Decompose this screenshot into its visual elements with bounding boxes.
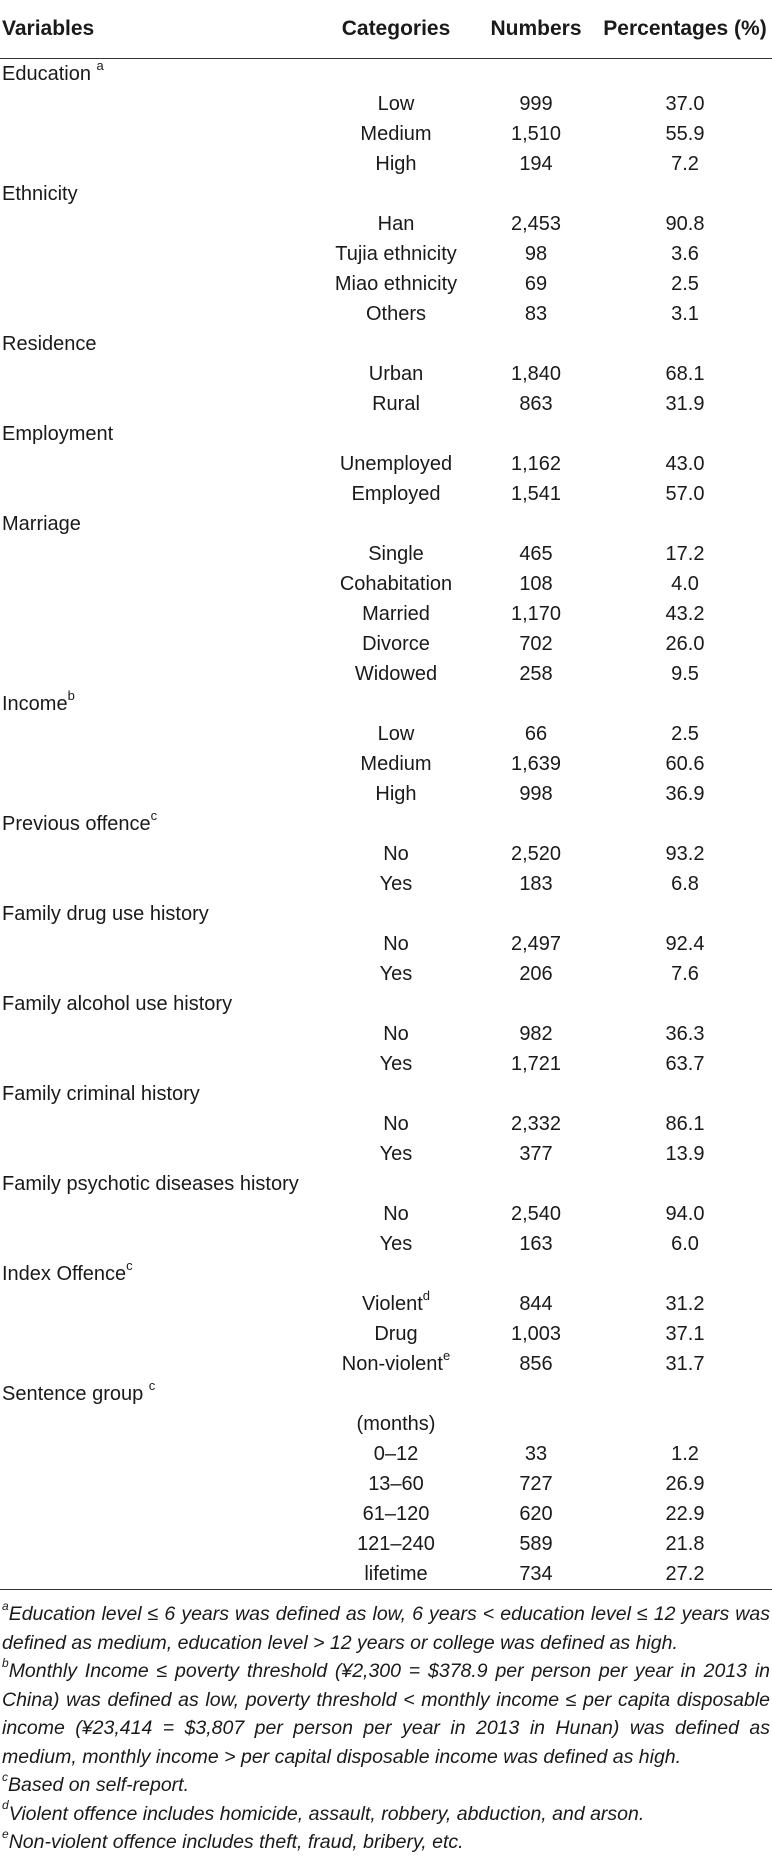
variable-group-row xyxy=(0,419,772,449)
table-row xyxy=(0,779,772,809)
percentage-cell: 36.3 xyxy=(665,1023,705,1045)
footnote-marker: b xyxy=(67,688,75,704)
percentage-cell: 22.9 xyxy=(665,1503,705,1525)
table-row xyxy=(0,1289,772,1319)
number-cell: 982 xyxy=(519,1023,553,1045)
variable-cell-empty xyxy=(0,1409,318,1439)
category-label: Drug xyxy=(374,1323,418,1345)
table-row xyxy=(0,1469,772,1499)
category-label: 61–120 xyxy=(362,1503,430,1525)
footnote-text: Non-violent offence includes theft, fraud, bribery, etc. xyxy=(8,1831,464,1853)
table-header-row xyxy=(0,0,772,59)
variable-name xyxy=(0,179,772,209)
table-row xyxy=(0,929,772,959)
table-row xyxy=(0,149,772,179)
category-label: Non-violent xyxy=(341,1353,443,1375)
variable-cell-empty xyxy=(0,1199,318,1229)
category-label: Yes xyxy=(379,1053,413,1075)
table-row xyxy=(0,1349,772,1379)
category-cell xyxy=(318,1199,474,1229)
number-cell: 258 xyxy=(519,663,553,685)
category-cell xyxy=(318,1229,474,1259)
percentage-cell: 3.6 xyxy=(671,243,699,265)
percentage-cell: 3.1 xyxy=(671,303,699,325)
percentage-cell: 7.6 xyxy=(671,963,699,985)
category-cell xyxy=(318,1409,474,1439)
variable-label: Residence xyxy=(2,333,97,355)
variable-group-row xyxy=(0,1169,772,1199)
category-label: Tujia ethnicity xyxy=(335,243,457,265)
variable-cell-empty xyxy=(0,1139,318,1169)
variable-cell-empty xyxy=(0,959,318,989)
category-label: Yes xyxy=(379,873,413,895)
variable-cell-empty xyxy=(0,1109,318,1139)
percentage-cell: 43.2 xyxy=(665,603,705,625)
table-row xyxy=(0,1499,772,1529)
number-cell: 1,003 xyxy=(510,1323,562,1345)
table-row xyxy=(0,449,772,479)
variable-name xyxy=(0,59,772,90)
variable-name xyxy=(0,899,772,929)
category-cell xyxy=(318,749,474,779)
category-label: Rural xyxy=(372,393,420,415)
footnote-marker: a xyxy=(96,58,104,74)
variable-name xyxy=(0,809,772,839)
number-cell: 844 xyxy=(519,1293,553,1315)
header-numbers: Numbers xyxy=(474,0,598,59)
variable-group-row xyxy=(0,989,772,1019)
percentage-cell: 21.8 xyxy=(665,1533,705,1555)
variable-label: Index Offence xyxy=(2,1263,127,1285)
table-row xyxy=(0,959,772,989)
percentage-cell xyxy=(598,1409,772,1439)
category-label: Yes xyxy=(379,963,413,985)
percentage-cell: 13.9 xyxy=(665,1143,705,1165)
header-variables: Variables xyxy=(0,0,318,59)
number-cell xyxy=(474,1409,598,1439)
variable-cell-empty xyxy=(0,89,318,119)
variable-name xyxy=(0,1169,772,1199)
category-cell xyxy=(318,209,474,239)
footnote-marker: a xyxy=(2,1598,9,1613)
number-cell: 863 xyxy=(519,393,553,415)
category-cell xyxy=(318,389,474,419)
number-cell: 999 xyxy=(519,93,553,115)
category-cell xyxy=(318,1559,474,1590)
category-cell xyxy=(318,1349,474,1379)
percentage-cell: 55.9 xyxy=(665,123,705,145)
category-label: Low xyxy=(377,723,415,745)
number-cell: 69 xyxy=(524,273,548,295)
percentage-cell: 68.1 xyxy=(665,363,705,385)
table-row xyxy=(0,539,772,569)
number-cell: 33 xyxy=(524,1443,548,1465)
number-cell: 1,510 xyxy=(510,123,562,145)
number-cell: 998 xyxy=(519,783,553,805)
category-label: Miao ethnicity xyxy=(334,273,458,295)
number-cell: 377 xyxy=(519,1143,553,1165)
footnote-marker: e xyxy=(2,1826,9,1841)
number-cell: 1,162 xyxy=(510,453,562,475)
table-row xyxy=(0,599,772,629)
category-cell xyxy=(318,1139,474,1169)
number-cell: 194 xyxy=(519,153,553,175)
header-percentages: Percentages (%) xyxy=(598,0,772,59)
category-label: High xyxy=(375,783,417,805)
footnote-marker: c xyxy=(2,1769,8,1784)
variable-label: Sentence group xyxy=(2,1383,144,1405)
percentage-cell: 63.7 xyxy=(665,1053,705,1075)
variable-label: Income xyxy=(2,693,68,715)
table-row xyxy=(0,1019,772,1049)
number-cell: 108 xyxy=(519,573,553,595)
footnote-marker: d xyxy=(2,1798,9,1812)
percentage-cell: 4.0 xyxy=(671,573,699,595)
number-cell: 1,840 xyxy=(510,363,562,385)
variable-cell-empty xyxy=(0,269,318,299)
variable-group-row xyxy=(0,509,772,539)
category-cell xyxy=(318,1319,474,1349)
variable-group-row xyxy=(0,809,772,839)
variable-cell-empty xyxy=(0,1049,318,1079)
number-cell: 589 xyxy=(519,1533,553,1555)
variable-cell-empty xyxy=(0,209,318,239)
footnote-text: Monthly Income ≤ poverty threshold (¥2,300 = $378.9 per person per year in 2013 in China) was defined as low, poverty threshold < monthly income ≤ per capita disposable income (¥23,414 = $3,807 per person per year in 2013 in Hunan) was defined as medium, monthly income > per capital disposable income was defined as high. xyxy=(2,1660,770,1768)
category-cell xyxy=(318,359,474,389)
category-cell xyxy=(318,1469,474,1499)
percentage-cell: 31.7 xyxy=(665,1353,705,1375)
number-cell: 83 xyxy=(524,303,548,325)
number-cell: 1,541 xyxy=(510,483,562,505)
percentage-cell: 92.4 xyxy=(665,933,705,955)
category-cell xyxy=(318,1529,474,1559)
variable-cell-empty xyxy=(0,119,318,149)
variable-group-row xyxy=(0,899,772,929)
category-cell xyxy=(318,539,474,569)
category-label: High xyxy=(375,153,417,175)
header-categories: Categories xyxy=(318,0,474,59)
variable-name xyxy=(0,329,772,359)
category-cell xyxy=(318,479,474,509)
footnote xyxy=(2,1771,770,1800)
category-cell xyxy=(318,299,474,329)
variable-label: Employment xyxy=(2,423,114,445)
category-label: 0–12 xyxy=(373,1443,419,1465)
category-label: Yes xyxy=(379,1143,413,1165)
percentage-cell: 31.9 xyxy=(665,393,705,415)
variable-cell-empty xyxy=(0,149,318,179)
category-label: Employed xyxy=(351,483,441,505)
table-row xyxy=(0,269,772,299)
table-row xyxy=(0,119,772,149)
number-cell: 465 xyxy=(519,543,553,565)
variable-cell-empty xyxy=(0,839,318,869)
variable-cell-empty xyxy=(0,719,318,749)
category-cell xyxy=(318,719,474,749)
table-row xyxy=(0,749,772,779)
variable-cell-empty xyxy=(0,569,318,599)
category-label: Violent xyxy=(361,1293,423,1315)
table-row xyxy=(0,1409,772,1439)
category-cell xyxy=(318,659,474,689)
footnote xyxy=(2,1600,770,1657)
percentage-cell: 27.2 xyxy=(598,1559,772,1590)
variable-cell-empty xyxy=(0,1319,318,1349)
number-cell: 734 xyxy=(474,1559,598,1590)
category-label: No xyxy=(383,1203,409,1225)
category-cell xyxy=(318,1109,474,1139)
variable-cell-empty xyxy=(0,869,318,899)
table-row xyxy=(0,209,772,239)
number-cell: 183 xyxy=(519,873,553,895)
percentage-cell: 43.0 xyxy=(665,453,705,475)
percentage-cell: 2.5 xyxy=(671,723,699,745)
table-row xyxy=(0,1529,772,1559)
percentage-cell: 94.0 xyxy=(665,1203,705,1225)
variable-cell-empty xyxy=(0,1229,318,1259)
category-label: No xyxy=(383,933,409,955)
category-cell xyxy=(318,1019,474,1049)
percentage-cell: 2.5 xyxy=(671,273,699,295)
category-label: Medium xyxy=(360,123,432,145)
variable-group-row xyxy=(0,1379,772,1409)
category-label: Han xyxy=(377,213,415,235)
percentage-cell: 7.2 xyxy=(671,153,699,175)
category-label: No xyxy=(383,1023,409,1045)
category-label: lifetime xyxy=(364,1563,428,1585)
category-label: Urban xyxy=(368,363,424,385)
percentage-cell: 1.2 xyxy=(671,1443,699,1465)
category-cell xyxy=(318,1049,474,1079)
category-cell xyxy=(318,1439,474,1469)
table-row xyxy=(0,1319,772,1349)
variable-cell-empty xyxy=(0,1289,318,1319)
variable-group-row xyxy=(0,329,772,359)
footnote-marker: c xyxy=(150,808,158,824)
category-cell xyxy=(318,869,474,899)
table-row xyxy=(0,719,772,749)
variable-name xyxy=(0,689,772,719)
table-row xyxy=(0,1199,772,1229)
category-cell xyxy=(318,929,474,959)
category-label: Single xyxy=(368,543,424,565)
number-cell: 727 xyxy=(519,1473,553,1495)
category-label: Medium xyxy=(360,753,432,775)
variable-cell-empty xyxy=(0,779,318,809)
variable-cell-empty xyxy=(0,1499,318,1529)
percentage-cell: 17.2 xyxy=(665,543,705,565)
percentage-cell: 93.2 xyxy=(665,843,705,865)
footnote-text: Violent offence includes homicide, assault, robbery, abduction, and arson. xyxy=(8,1802,645,1825)
variable-cell-empty xyxy=(0,239,318,269)
variable-label: Family psychotic diseases history xyxy=(2,1173,299,1195)
variable-cell-empty xyxy=(0,1469,318,1499)
percentage-cell: 37.1 xyxy=(665,1323,705,1345)
variable-cell-empty xyxy=(0,1349,318,1379)
number-cell: 702 xyxy=(519,633,553,655)
table-row xyxy=(0,1439,772,1469)
category-label: 121–240 xyxy=(357,1533,435,1555)
category-label: Yes xyxy=(379,1233,413,1255)
table-row xyxy=(0,89,772,119)
table-body xyxy=(0,59,772,1590)
percentage-cell: 31.2 xyxy=(665,1293,705,1315)
table-row xyxy=(0,359,772,389)
footnote-marker: b xyxy=(2,1655,9,1670)
category-cell xyxy=(318,149,474,179)
number-cell: 98 xyxy=(524,243,548,265)
percentage-cell: 6.0 xyxy=(671,1233,699,1255)
variable-label: Family alcohol use history xyxy=(2,993,233,1015)
variable-label: Education xyxy=(2,63,91,85)
number-cell: 2,520 xyxy=(510,843,562,865)
category-label: Low xyxy=(377,93,415,115)
category-cell xyxy=(318,569,474,599)
category-cell xyxy=(318,449,474,479)
variable-cell-empty xyxy=(0,1559,318,1590)
table-row xyxy=(0,299,772,329)
variable-name xyxy=(0,1379,772,1409)
percentage-cell: 86.1 xyxy=(665,1113,705,1135)
variable-cell-empty xyxy=(0,479,318,509)
number-cell: 2,540 xyxy=(510,1203,562,1225)
footnote-marker: e xyxy=(442,1348,451,1364)
table-row xyxy=(0,239,772,269)
variable-cell-empty xyxy=(0,659,318,689)
variable-label: Previous offence xyxy=(2,813,151,835)
category-cell xyxy=(318,239,474,269)
table-row xyxy=(0,869,772,899)
category-label: Unemployed xyxy=(339,453,453,475)
category-cell xyxy=(318,1289,474,1319)
percentage-cell: 26.9 xyxy=(665,1473,705,1495)
variable-name xyxy=(0,419,772,449)
category-label: No xyxy=(383,843,409,865)
variable-cell-empty xyxy=(0,539,318,569)
category-label: Divorce xyxy=(362,633,430,655)
number-cell: 620 xyxy=(519,1503,553,1525)
table-row xyxy=(0,1559,772,1590)
variable-cell-empty xyxy=(0,929,318,959)
number-cell: 2,453 xyxy=(510,213,562,235)
category-label: Widowed xyxy=(354,663,438,685)
footnote xyxy=(2,1828,770,1857)
number-cell: 206 xyxy=(519,963,553,985)
variable-cell-empty xyxy=(0,1529,318,1559)
table-row xyxy=(0,1229,772,1259)
category-label: 13–60 xyxy=(368,1473,424,1495)
variable-cell-empty xyxy=(0,389,318,419)
variable-label: Family drug use history xyxy=(2,903,209,925)
category-label: Others xyxy=(365,303,427,325)
variable-cell-empty xyxy=(0,1019,318,1049)
number-cell: 2,332 xyxy=(510,1113,562,1135)
category-label: Married xyxy=(362,603,430,625)
variable-group-row xyxy=(0,179,772,209)
table-row xyxy=(0,1109,772,1139)
number-cell: 163 xyxy=(519,1233,553,1255)
table-row xyxy=(0,839,772,869)
variable-cell-empty xyxy=(0,1439,318,1469)
table-row xyxy=(0,389,772,419)
category-cell xyxy=(318,779,474,809)
category-cell xyxy=(318,599,474,629)
number-cell: 66 xyxy=(524,723,548,745)
variable-cell-empty xyxy=(0,749,318,779)
variable-cell-empty xyxy=(0,359,318,389)
variable-label: Marriage xyxy=(2,513,81,535)
category-cell xyxy=(318,959,474,989)
table-row xyxy=(0,1049,772,1079)
variable-name xyxy=(0,989,772,1019)
number-cell: 856 xyxy=(519,1353,553,1375)
table-row xyxy=(0,569,772,599)
variable-label: Family criminal history xyxy=(2,1083,200,1105)
variable-group-row xyxy=(0,1259,772,1289)
category-cell xyxy=(318,269,474,299)
variable-group-row xyxy=(0,689,772,719)
percentage-cell: 60.6 xyxy=(665,753,705,775)
footnote-text: Based on self-report. xyxy=(8,1774,190,1796)
table-row xyxy=(0,1139,772,1169)
variable-cell-empty xyxy=(0,599,318,629)
variable-name xyxy=(0,1259,772,1289)
table-footnotes xyxy=(0,1590,772,1857)
category-cell xyxy=(318,1499,474,1529)
variable-name xyxy=(0,1079,772,1109)
variable-name xyxy=(0,509,772,539)
number-cell: 1,639 xyxy=(510,753,562,775)
category-cell xyxy=(318,629,474,659)
number-cell: 1,721 xyxy=(510,1053,562,1075)
variable-cell-empty xyxy=(0,629,318,659)
category-label: (months) xyxy=(356,1413,436,1435)
category-label: No xyxy=(383,1113,409,1135)
variable-cell-empty xyxy=(0,299,318,329)
category-cell xyxy=(318,89,474,119)
footnote xyxy=(2,1657,770,1771)
percentage-cell: 37.0 xyxy=(665,93,705,115)
footnote-text: Education level ≤ 6 years was defined as low, 6 years < education level ≤ 12 years was defined as medium, education level > 12 years or college was defined as high. xyxy=(2,1603,770,1654)
number-cell: 2,497 xyxy=(510,933,562,955)
category-cell xyxy=(318,839,474,869)
category-cell xyxy=(318,119,474,149)
variable-label: Ethnicity xyxy=(2,183,78,205)
footnote-marker: d xyxy=(422,1288,431,1304)
number-cell: 1,170 xyxy=(510,603,562,625)
table-row xyxy=(0,629,772,659)
variable-group-row xyxy=(0,1079,772,1109)
table-row xyxy=(0,659,772,689)
percentage-cell: 6.8 xyxy=(671,873,699,895)
footnote-marker: c xyxy=(148,1378,156,1394)
percentage-cell: 36.9 xyxy=(665,783,705,805)
variable-group-row xyxy=(0,59,772,90)
footnote xyxy=(2,1800,770,1829)
variable-cell-empty xyxy=(0,449,318,479)
table-row xyxy=(0,479,772,509)
percentage-cell: 26.0 xyxy=(665,633,705,655)
percentage-cell: 90.8 xyxy=(665,213,705,235)
percentage-cell: 57.0 xyxy=(665,483,705,505)
category-label: Cohabitation xyxy=(339,573,453,595)
percentage-cell: 9.5 xyxy=(671,663,699,685)
footnote-marker: c xyxy=(126,1258,133,1274)
